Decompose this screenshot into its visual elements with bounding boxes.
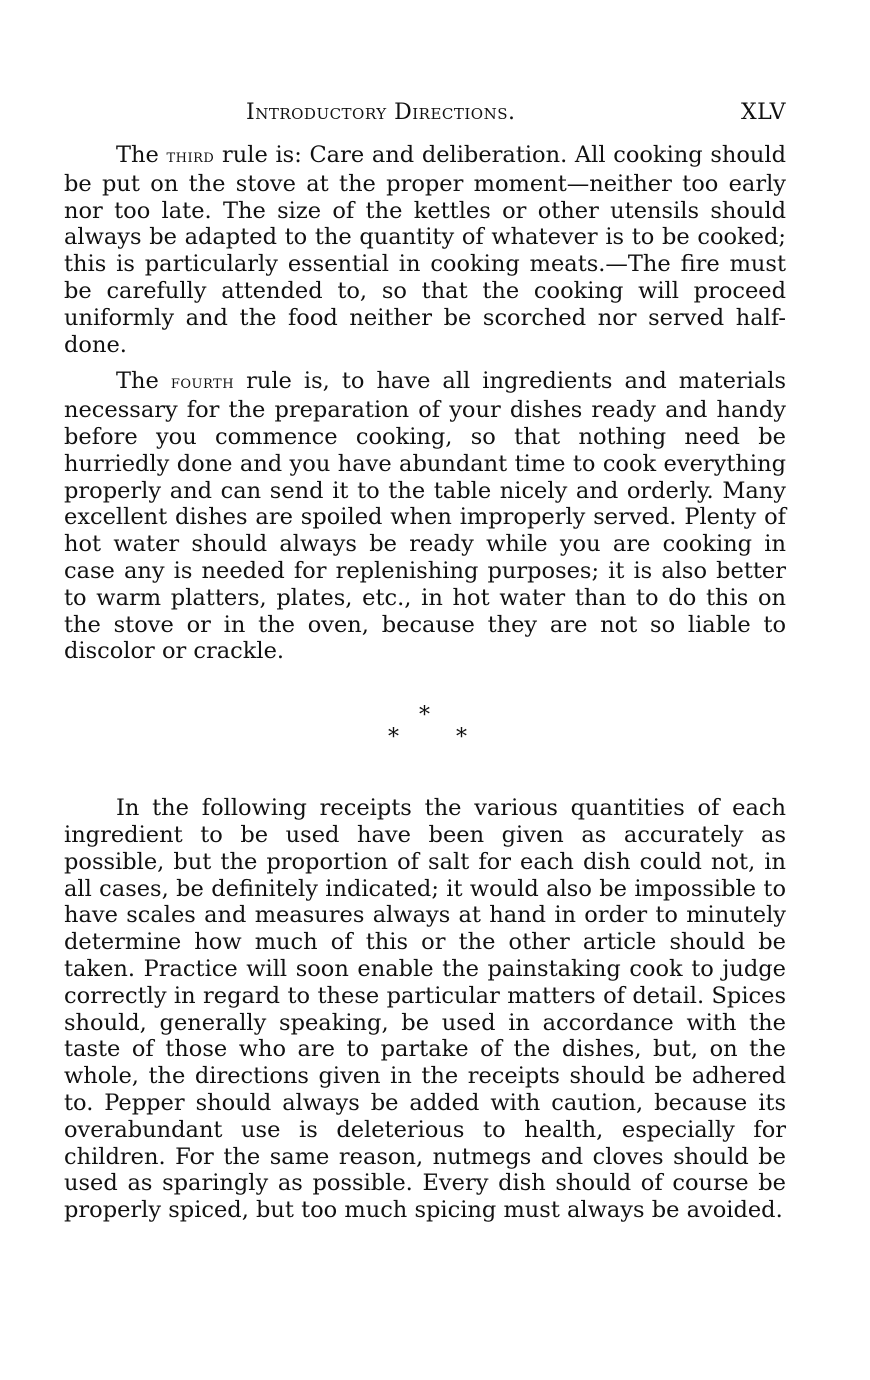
page-number: XLV bbox=[740, 100, 786, 125]
paragraph-body: rule is, to have all ingredients and materials necessary for the preparation of your dishes ready and handy before you commence cooking, so that nothing need be hurriedly done and you have abundant time to cook everything properly and can send it to the table nicely and orderly. Many excellent dishes are spoiled when improperly served. Plenty of hot water should always be ready while you are cooking in case any is needed for replenishing purposes; it is also better to warm platters, plates, etc., in hot water than to do this on the stove or in the oven, because they are not so liable to discolor or crackle. bbox=[64, 368, 787, 665]
paragraph-fourth-rule bbox=[64, 368, 786, 665]
asterism-star-right: * bbox=[456, 725, 467, 751]
paragraph-opening: The bbox=[116, 142, 167, 168]
running-head-title: Introductory Directions. bbox=[246, 100, 516, 125]
book-page bbox=[64, 100, 786, 1224]
paragraph-opening: The bbox=[116, 368, 171, 395]
asterism-star-left: * bbox=[388, 725, 399, 751]
asterism-divider bbox=[64, 665, 786, 795]
paragraph-body: In the following receipts the various quantities of each ingredient to be used have been given as accurately as possible, but the proportion of salt for each dish could not, in all cases, be definitely indicated; it would also be impossible to have scales and measures always at hand in order to minutely determine how much of this or the other article should be taken. Practice will soon enable the painstaking cook to judge correctly in regard to these particular matters of detail. Spices should, generally speaking, be used in accordance with the taste of those who are to partake of the dishes, but, on the whole, the directions given in the receipts should be adhered to. Pepper should always be added with caution, because its overabundant use is deleterious to health, especially for children. For the same reason, nutmegs and cloves should be used as sparingly as possible. Every dish should of course be properly spiced, but too much spicing must always be avoided. bbox=[64, 795, 786, 1224]
paragraph-third-rule bbox=[64, 142, 786, 358]
rule-word: fourth bbox=[170, 372, 235, 394]
rule-word: third bbox=[166, 146, 215, 167]
asterism-star-top: * bbox=[419, 703, 430, 729]
paragraph-body: rule is: Care and deliberation. All cooking should be put on the stove at the proper moment—neither too early nor too late. The size of the kettles or other utensils should always be adapted to the quantity of whatever is to be cooked; this is particularly essential in cooking meats.—The fire must be carefully attended to, so that the cooking will proceed uniformly and the food neither be scorched nor served half-done. bbox=[64, 142, 787, 358]
paragraph-receipts bbox=[64, 795, 786, 1224]
running-head bbox=[64, 100, 786, 134]
